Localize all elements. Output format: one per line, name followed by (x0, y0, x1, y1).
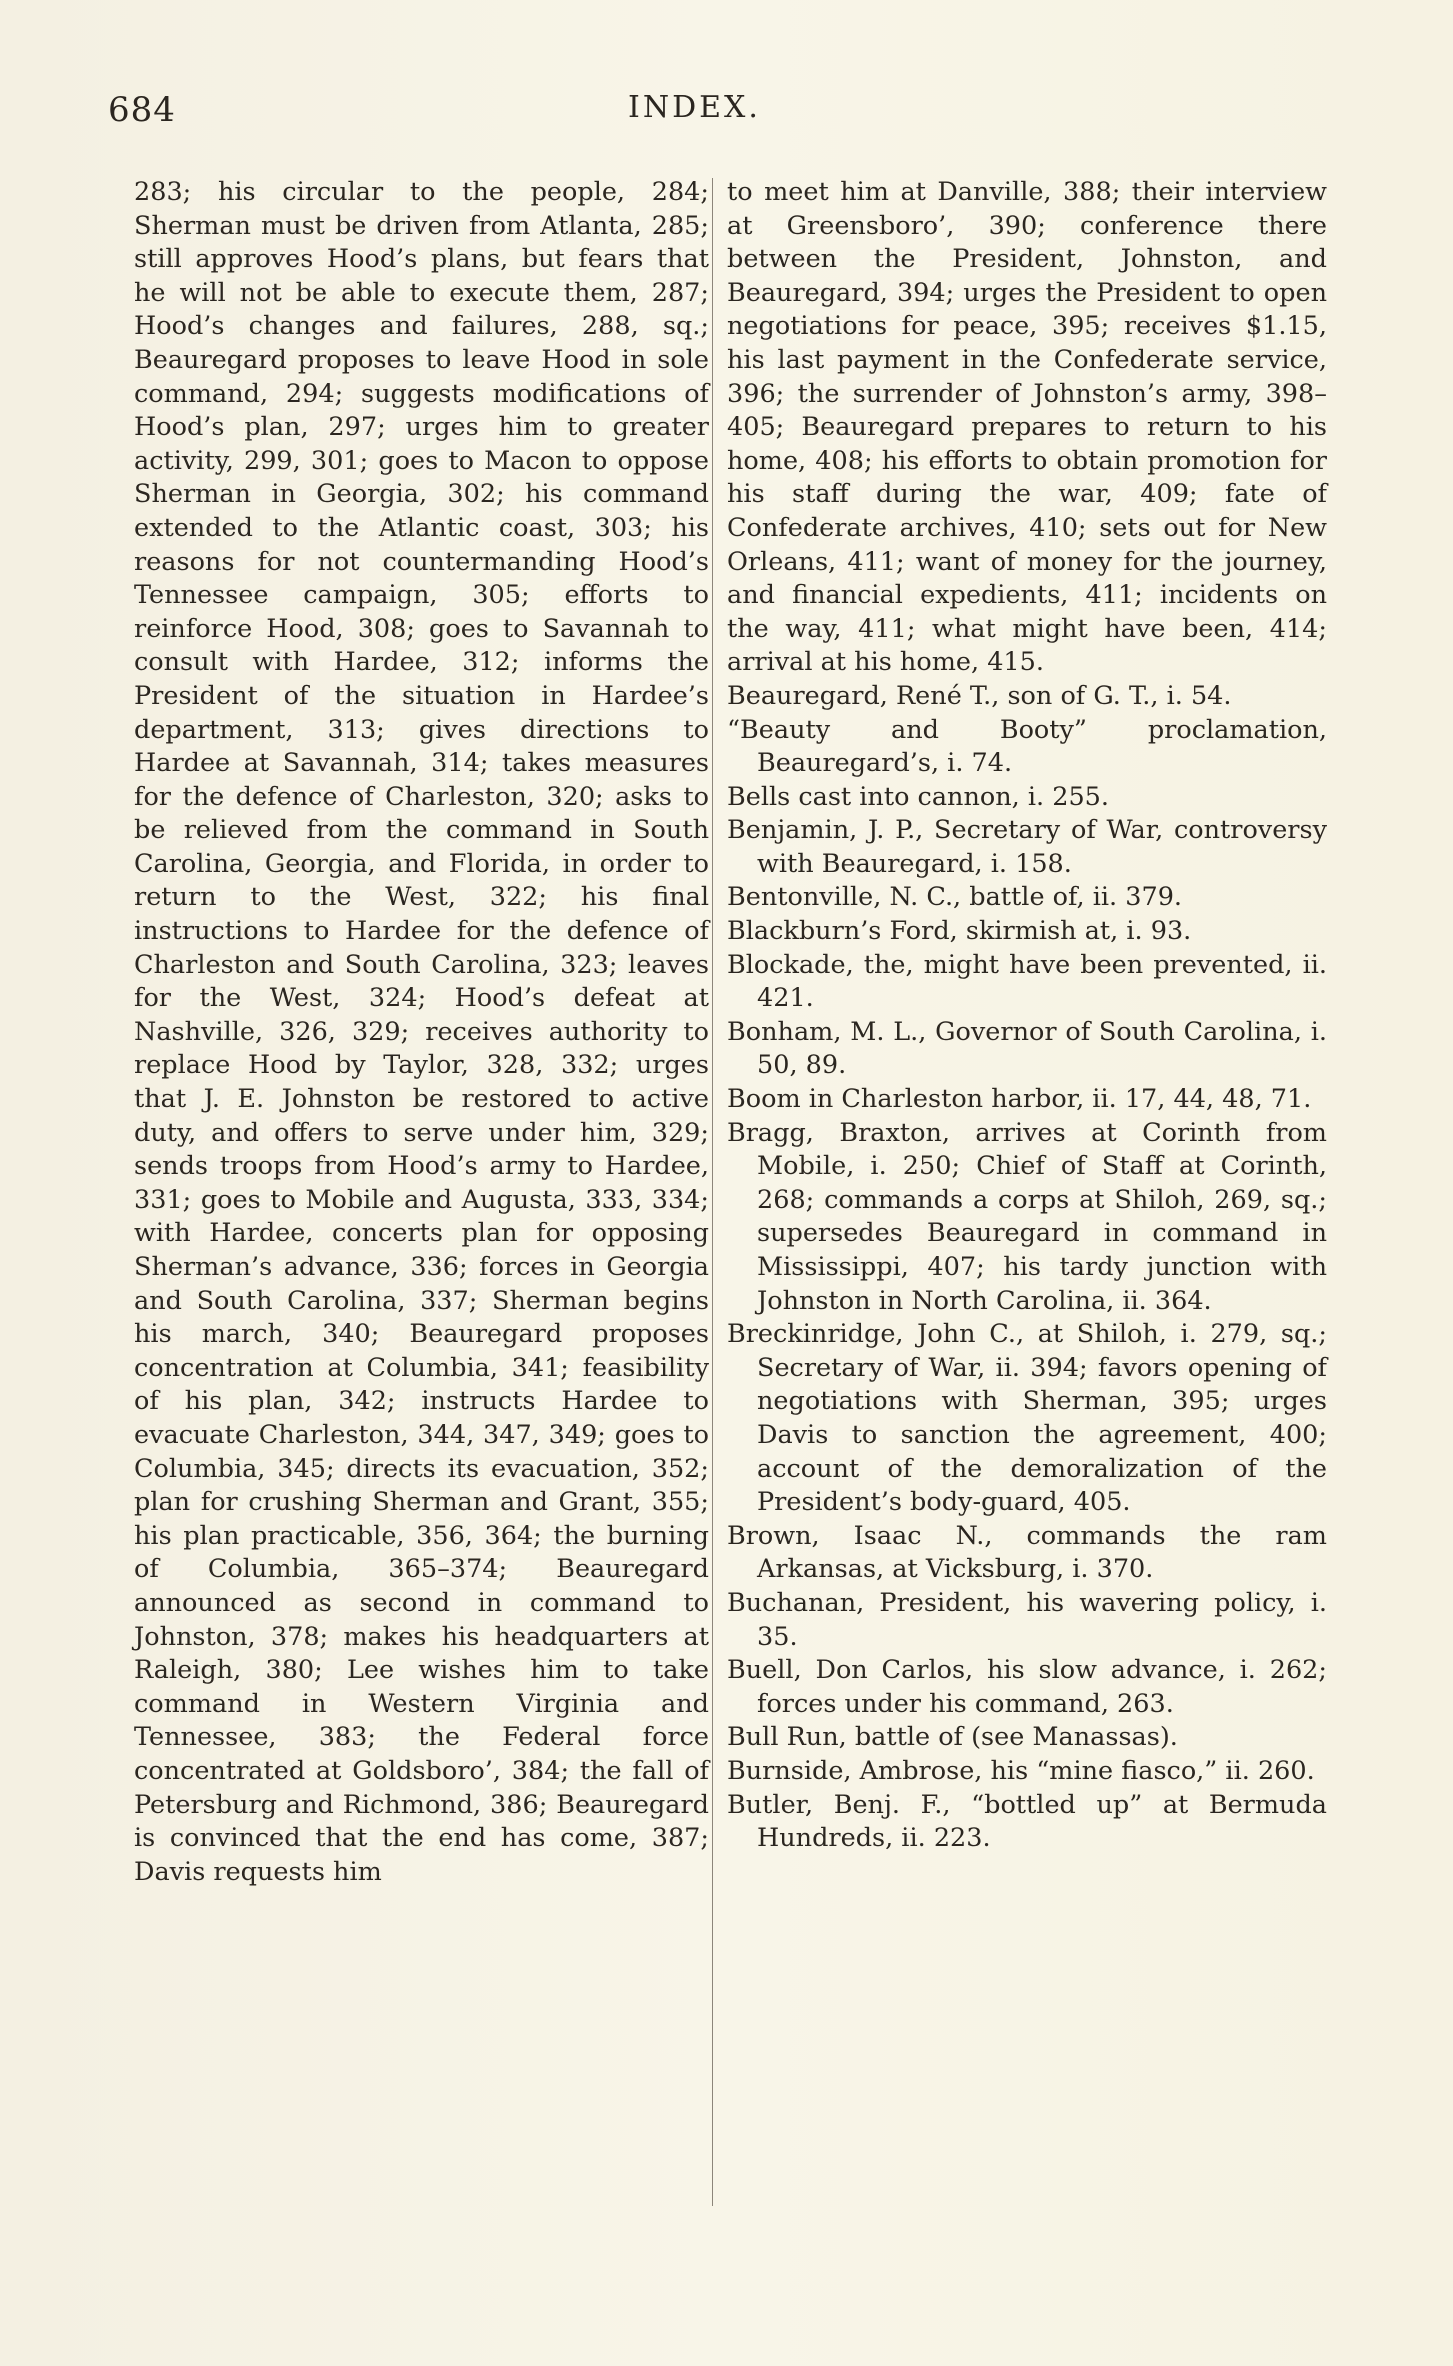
index-entry: Bragg, Braxton, arrives at Corinth from Mobile, i. 250; Chief of Staff at Corinth, 268; commands a corps at Shiloh, 269, sq.; supersedes Beauregard in command in Mississippi, 407; his tardy junction with Johnston in North Carolina, ii. 364. (727, 1117, 1327, 1316)
index-entry: Burnside, Ambrose, his “mine fiasco,” ii. 260. (727, 1755, 1315, 1786)
index-entry: Blockade, the, might have been prevented, ii. 421. (727, 949, 1327, 1014)
index-entry: Buchanan, President, his wavering policy, i. 35. (727, 1587, 1327, 1652)
running-head: INDEX. (628, 90, 761, 125)
index-entry: Bonham, M. L., Governor of South Carolina, i. 50, 89. (727, 1016, 1327, 1081)
index-continuation-text: to meet him at Danville, 388; their interview at Greensboro’, 390; conference there between the President, Johnston, and Beauregard, 394; urges the President to open negotiations for peace, 395; receives $1.15, his last payment in the Confederate service, 396; the surrender of Johnston’s army, 398–405; Beauregard prepares to return to his home, 408; his efforts to obtain promotion for his staff during the war, 409; fate of Confederate archives, 410; sets out for New Orleans, 411; want of money for the journey, and financial expedients, 411; incidents on the way, 411; what might have been, 414; arrival at his home, 415. (727, 177, 1327, 678)
page-header (108, 90, 1308, 150)
index-entry: Bull Run, battle of (see Manassas). (727, 1722, 1178, 1753)
index-entry: Breckinridge, John C., at Shiloh, i. 279, sq.; Secretary of War, ii. 394; favors opening of negotiations with Sherman, 395; urges Davis to sanction the agreement, 400; account of the demoralization of the President’s body-guard, 405. (727, 1319, 1327, 1518)
column-divider (712, 178, 713, 2206)
index-entry: Butler, Benj. F., “bottled up” at Bermuda Hundreds, ii. 223. (727, 1789, 1327, 1854)
index-entry: Bentonville, N. C., battle of, ii. 379. (727, 882, 1183, 913)
index-entry: Blackburn’s Ford, skirmish at, i. 93. (727, 916, 1192, 947)
page-number: 684 (108, 90, 176, 130)
index-entry: Buell, Don Carlos, his slow advance, i. 262; forces under his command, 263. (727, 1655, 1327, 1719)
index-entry: Boom in Charleston harbor, ii. 17, 44, 48, 71. (727, 1084, 1312, 1115)
index-entry: “Beauty and Booty” proclamation, Beauregard’s, i. 74. (727, 714, 1327, 779)
index-entry: Benjamin, J. P., Secretary of War, controversy with Beauregard, i. 158. (727, 815, 1327, 879)
left-column (134, 176, 709, 1889)
index-continuation-text: 283; his circular to the people, 284; Sherman must be driven from Atlanta, 285; still approves Hood’s plans, but fears that he will not be able to execute them, 287; Hood’s changes and failures, 288, sq.; Beauregard proposes to leave Hood in sole command, 294; suggests modifications of Hood’s plan, 297; urges him to greater activity, 299, 301; goes to Macon to oppose Sherman in Georgia, 302; his command extended to the Atlantic coast, 303; his reasons for not countermanding Hood’s Tennessee campaign, 305; efforts to reinforce Hood, 308; goes to Savannah to consult with Hardee, 312; informs the President of the situation in Hardee’s department, 313; gives directions to Hardee at Savannah, 314; takes measures for the defence of Charleston, 320; asks to be relieved from the command in South Carolina, Georgia, and Florida, in order to return to the West, 322; his final instructions to Hardee for the defence of Charleston and South Carolina, 323; leaves for the West, 324; Hood’s defeat at Nashville, 326, 329; receives authority to replace Hood by Taylor, 328, 332; urges that J. E. Johnston be restored to active duty, and offers to serve under him, 329; sends troops from Hood’s army to Hardee, 331; goes to Mobile and Augusta, 333, 334; with Hardee, concerts plan for opposing Sherman’s advance, 336; forces in Georgia and South Carolina, 337; Sherman begins his march, 340; Beauregard proposes concentration at Columbia, 341; feasibility of his plan, 342; instructs Hardee to evacuate Charleston, 344, 347, 349; goes to Columbia, 345; directs its evacuation, 352; plan for crushing Sherman and Grant, 355; his plan practicable, 356, 364; the burning of Columbia, 365–374; Beauregard announced as second in command to Johnston, 378; makes his headquarters at Raleigh, 380; Lee wishes him to take command in Western Virginia and Tennessee, 383; the Federal force concentrated at Goldsboro’, 384; the fall of Petersburg and Richmond, 386; Beauregard is convinced that the end has come, 387; Davis requests him (134, 177, 709, 1887)
index-entry: Brown, Isaac N., commands the ram Arkansas, at Vicksburg, i. 370. (727, 1520, 1327, 1585)
right-column (727, 176, 1327, 1856)
index-entry: Beauregard, René T., son of G. T., i. 54. (727, 680, 1232, 711)
index-entry: Bells cast into cannon, i. 255. (727, 781, 1110, 812)
